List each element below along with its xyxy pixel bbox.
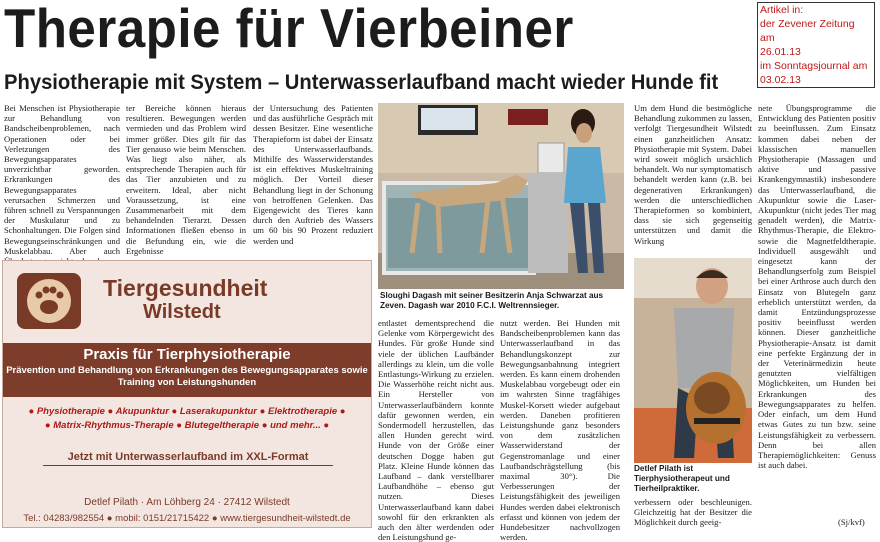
advertisement bbox=[2, 260, 372, 528]
article-column-1: Bei Menschen ist Physiotherapie zur Behandlung von Bandscheibenproblemen, nach Operationen oder bei Verletzungen des Bewegungsapparates unverzichtbar geworden. Erkrankungen des Bewegungsapparates verursachen Schmerzen und führen schnell zu Verspannungen der Muskulatur und zu Schonhaltungen. Die Folgen sind Bewegungseinschränkungen und Muskelabbau. Aber auch bbox=[4, 103, 120, 256]
therapist-photo-illustration bbox=[634, 258, 752, 463]
article-column-6: nete Übungsprogramme die Entwicklung des Patienten positiv zu beeinflussen. Zum Einsatz kommen dabei neben der klassischen manuellen Physiotherapie (Massagen und aktive und passive Krankengymnastik) insbesondere das Unterwasserlaufband, die Akupunktur sowie die Laser-Akupunktur (nicht jedes Tier mag genadelt werden), die Matrix-Rhythmus-Therapie, die Elektro- sowie die Magnetfeldtherapie. Individuell ausgewählt und eingesetzt kann der Behandlungserfolg zum Beispiel bei einer Arthrose auch durch den Einsatz von Blutegeln ganz erheblich unterstützt werden, da damit Entzündungsprozesse positiv beeinflusst werden können. Dieser ganzheitliche Physiotherapie-Ansatz ist damit eine perfekte Ergänzung der in der Veterinärmedizin heute genutzten vielfältigen Möglichkeiten, um Hunden bei Erkrankungen des Bewegungsapparates zu helfen. Oder einfach, um dem Hund etwas Gutes zu tun bzw. seine Leistungsfähigkeit zu verbessern. Denn bei allen Therapiemöglichkeiten: Genuss ist auch dabei. bbox=[758, 103, 876, 471]
treadmill-photo bbox=[378, 103, 624, 289]
info-line: im Sonntagsjournal am bbox=[760, 60, 868, 72]
article-column-3: der Untersuchung des Patienten und das ausführliche Gespräch mit dessen Besitzer. Eine wesentliche Therapieform ist dabei der Einsatz des Unterwasserlaufbands. Mithilfe des Wasserwiderstandes ist ein effektives Muskeltraining möglich. Der Vorteil dieser Behandlung liegt in der Schonung von betroffenen Gelenken. Das Eigengewicht des Tieres kann durch den Auftrieb des Wassers um 60 bis 90 Prozent reduziert werden und bbox=[253, 103, 373, 246]
ad-services bbox=[3, 405, 371, 433]
info-line: der Zevener Zeitung am bbox=[760, 18, 855, 44]
ad-services-line: ● Physiotherapie ● Akupunktur ● Laserakupunktur ● Elektrotherapie ● bbox=[28, 406, 346, 417]
info-line: 03.02.13 bbox=[760, 74, 801, 86]
publication-info-box bbox=[757, 2, 875, 88]
ad-subtitle: Prävention und Behandlung von Erkrankungen des Bewegungsapparates sowie Training von Leistungshunden bbox=[6, 365, 368, 388]
ad-brand-name: Tiergesundheit bbox=[103, 275, 268, 301]
therapist-photo bbox=[634, 258, 752, 463]
info-line: 26.01.13 bbox=[760, 46, 801, 58]
info-line: Artikel in: bbox=[760, 4, 804, 16]
photo-caption-2: Detlef Pilath ist Tierphysiotherapeut und Tierheilpraktiker. bbox=[634, 464, 730, 493]
ad-banner bbox=[3, 343, 371, 397]
headline: Therapie für Vierbeiner bbox=[4, 0, 574, 59]
ad-brand-location: Wilstedt bbox=[143, 301, 221, 323]
article-column-2: ter Bereiche können hieraus resultieren. Bewegungen werden vermieden und das Problem wird immer größer. Dies gilt für das Tier genauso wie beim Menschen. Was liegt also näher, als entsprechende Therapien auch für das Tier anzubieten und zu erweitern. Ideal, aber nicht Voraussetzung, ist eine Zusammenarbeit mit dem behandelnden Tierarzt. Dessen Informationen fließen ebenso in die Befundung ein, wie die Ergebnisse bbox=[126, 103, 246, 256]
article-column-3b: entlastet dementsprechend die Gelenke vom Körpergewicht des Hundes. Für große Hunde sind viele der üblichen Laufbänder allerdings zu klein, um die volle Entlastungs-Wirkung zu erzielen. Die Wasserhöhe reicht nicht aus. Ein Hersteller von Unterwasserlaufbändern konnte dafür gewonnen werden, ein Sondermodell herzustellen, das allen Hunden gerecht wird. Hunde von der Größe einer deutschen Dogge haben gut Platz. Kleine Hunde können das Laufband – dank verstellbarer Laufbandhöhe – ebenso gut nutzen. Dieses Unterwasserlaufband kann dabei sowohl für den erkrankten als auch den älter werdenden oder den Leistungshund ge- bbox=[378, 318, 494, 542]
ad-highlight: Jetzt mit Unterwasserlaufband im XXL-Format bbox=[43, 451, 333, 466]
article-column-5b: verbessern oder beschleunigen. Gleichzeitig hat der Besitzer die Möglichkeit durch geeig- bbox=[634, 497, 752, 528]
paw-logo-icon bbox=[17, 273, 81, 329]
treadmill-photo-illustration bbox=[378, 103, 624, 289]
photo-caption-1: Sloughi Dagash mit seiner Besitzerin Anja Schwarzat aus Zeven. Dagash war 2010 F.C.I. Weltrennsieger. bbox=[380, 291, 604, 310]
ad-services-line: ● Matrix-Rhythmus-Therapie ● Blutegeltherapie ● und mehr... ● bbox=[44, 420, 330, 431]
ad-contact: Tel.: 04283/982554 ● mobil: 0151/21715422 ● www.tiergesundheit-wilstedt.de bbox=[23, 513, 351, 524]
article-column-4b: nutzt werden. Bei Hunden mit Bandscheibenproblemen kann das Unterwasserlaufband in das Behandlungskonzept zur Bewegungsanbahnung integriert werden. Es kann einem drohenden Muskelabbau vorgebeugt oder ein im wahrsten Sinne tragfähiges Muskel-Korsett wieder aufgebaut werden. Daneben profitieren Leistungshunde ganz besonders von dem zusätzlichen Wasserwiderstand der Gegenstromanlage und einer Laufbandschrägstellung (bis maximal 30°). Die Verbesserungen der Leistungsfähigkeit des jeweiligen Hundes werden dabei elektronisch erfasst und können von jedem der Hundebesitzer nachvollzogen werden. bbox=[500, 318, 620, 542]
ad-address: Detlef Pilath · Am Löhberg 24 · 27412 Wilstedt bbox=[84, 497, 290, 508]
author-credit: (Sj/kvf) bbox=[838, 517, 865, 527]
ad-title: Praxis für Tierphysiotherapie bbox=[83, 346, 291, 363]
subheadline: Physiotherapie mit System – Unterwasserlaufband macht wieder Hunde fit bbox=[4, 70, 719, 94]
article-column-5: Um dem Hund die bestmögliche Behandlung zukommen zu lassen, verfolgt Tiergesundheit Wilstedt einen ganzheitlichen Ansatz: Physiotherapie mit System. Dabei wird soweit möglich ursächlich behandelt. Wo nur symptomatisch behandelt werden kann (z.B. bei degenerativen Erkrankungen) werden die unterschiedlichen Therapieformen so kombiniert, dass sie sich gegenseitig unterstützen und damit die Wirkung bbox=[634, 103, 752, 246]
